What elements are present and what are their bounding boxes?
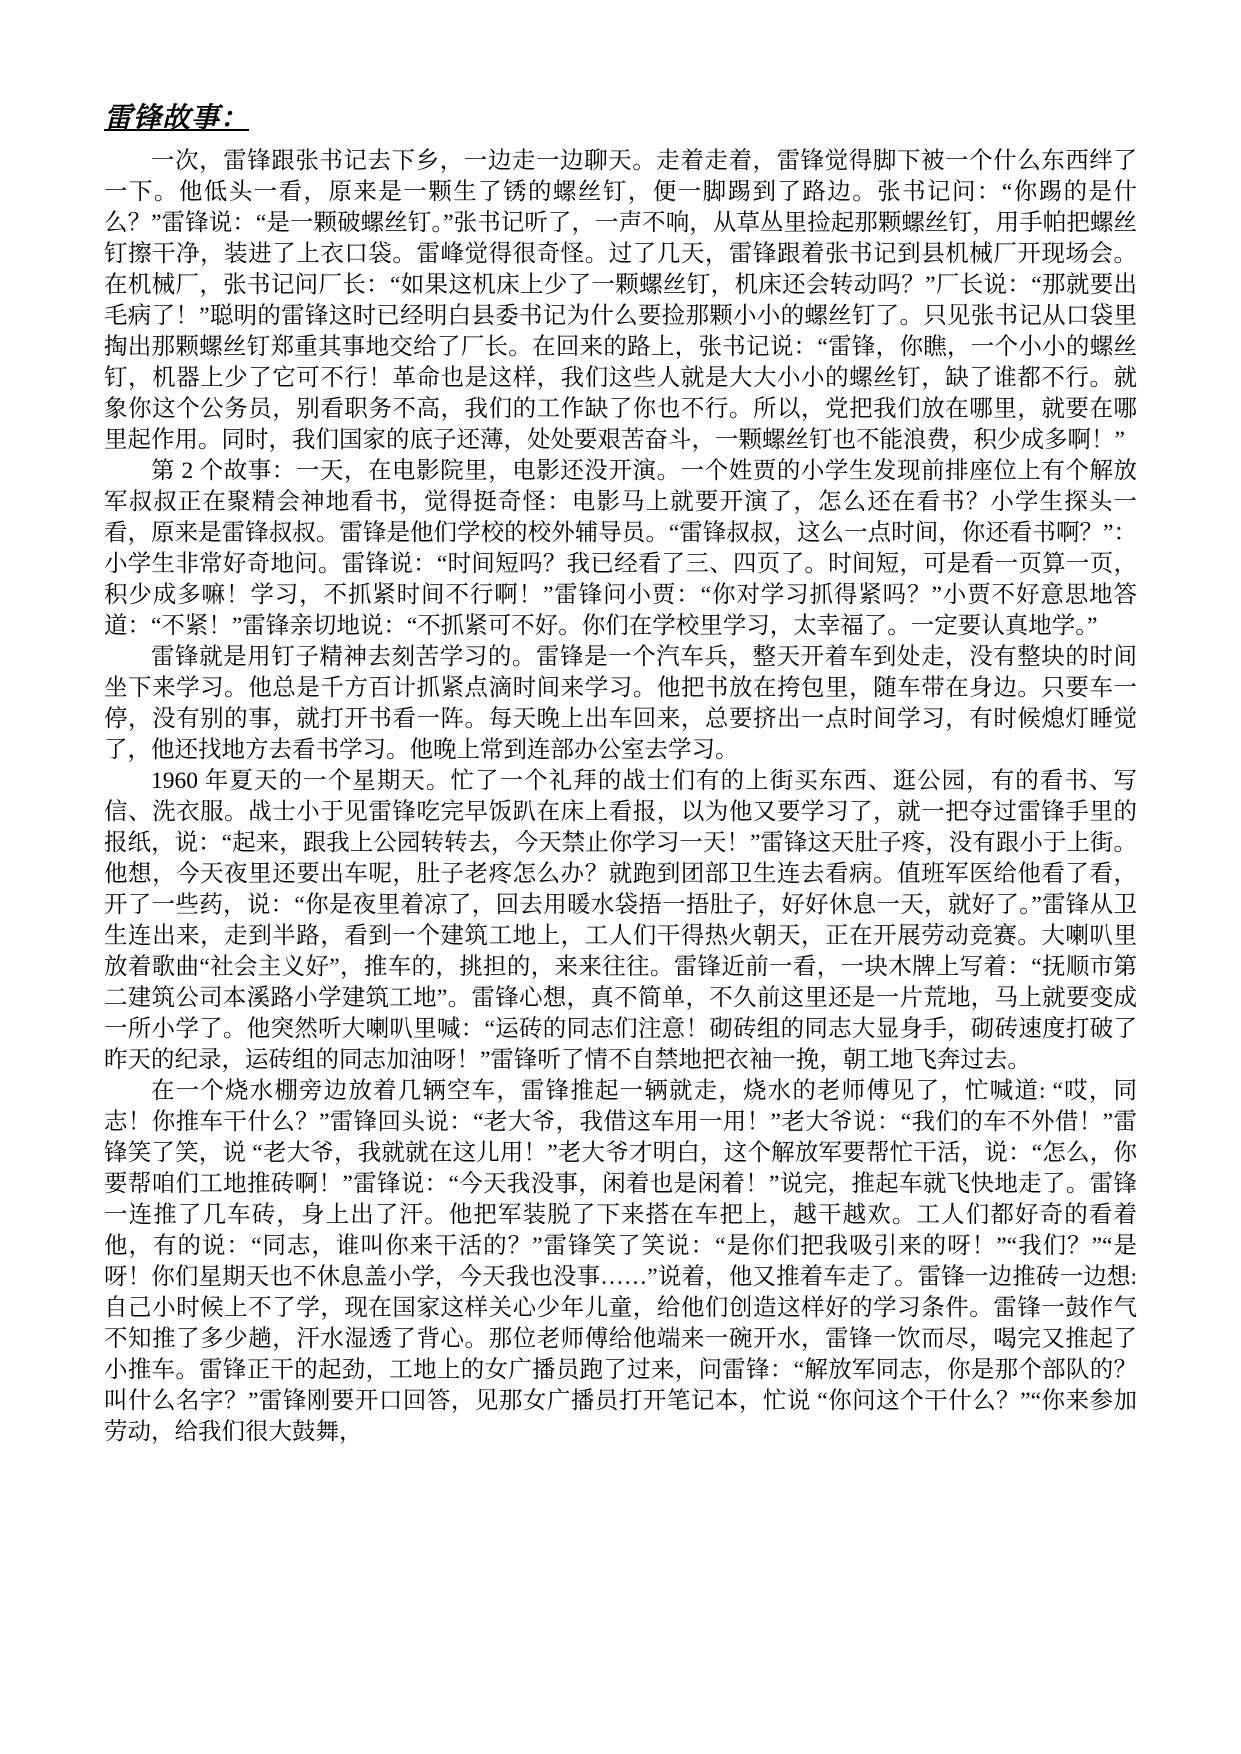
paragraph-screw-story: 一次，雷锋跟张书记去下乡，一边走一边聊天。走着走着，雷锋觉得脚下被一个什么东西绊了一下。他低头一看，原来是一颗生了锈的螺丝钉，便一脚踢到了路边。张书记问：“你踢的是什么？”雷锋说：“是一颗破螺丝钉。”张书记听了，一声不响，从草丛里捡起那颗螺丝钉，用手帕把螺丝钉擦干净，装进了上衣口袋。雷峰觉得很奇怪。过了几天，雷锋跟着张书记到县机械厂开现场会。在机械厂，张书记问厂长：“如果这机床上少了一颗螺丝钉，机床还会转动吗？”厂长说：“那就要出毛病了！”聪明的雷锋这时已经明白县委书记为什么要捡那颗小小的螺丝钉了。只见张书记从口袋里掏出那颗螺丝钉郑重其事地交给了厂长。在回来的路上，张书记说：“雷锋，你瞧，一个小小的螺丝钉，机器上少了它可不行！革命也是这样，我们这些人就是大大小小的螺丝钉，缺了谁都不行。就象你这个公务员，别看职务不高，我们的工作缺了你也不行。所以，党把我们放在哪里，就要在哪里起作用。同时，我们国家的底子还薄，处处要艰苦奋斗，一颗螺丝钉也不能浪费，积少成多啊！” xyxy=(104,148,1137,453)
document-title: 雷锋故事： xyxy=(104,103,250,134)
paragraph-cinema-story: 第 2 个故事：一天，在电影院里，电影还没开演。一个姓贾的小学生发现前排座位上有个解放军叔叔正在聚精会神地看书，觉得挺奇怪：电影马上就要开演了，怎么还在看书？小学生探头一看，原来是雷锋叔叔。雷锋是他们学校的校外辅导员。“雷锋叔叔，这么一点时间，你还看书啊？”：小学生非常好奇地问。雷锋说：“时间短吗？我已经看了三、四页了。时间短，可是看一页算一页，积少成多嘛！学习，不抓紧时间不行啊！”雷锋问小贾：“你对学习抓得紧吗？”小贾不好意思地答道：“不紧！”雷锋亲切地说：“不抓紧可不好。你们在学校里学习，太幸福了。一定要认真地学。” xyxy=(104,458,1137,639)
paragraph-construction-site: 在一个烧水棚旁边放着几辆空车，雷锋推起一辆就走，烧水的老师傅见了，忙喊道: “哎，同志！你推车干什么？”雷锋回头说：“老大爷，我借这车用一用！”老大爷说：“我们的车不外借！”雷锋笑了笑，说 “老大爷，我就就在这儿用！”老大爷才明白，这个解放军要帮忙干活，说：“怎么，你要帮咱们工地推砖啊！”雷锋说：“今天我没事，闲着也是闲着！”说完，推起车就飞快地走了。雷锋一连推了几车砖，身上出了汗。他把军装脱了下来搭在车把上，越干越欢。工人们都好奇的看着他，有的说：“同志，谁叫你来干活的？”雷锋笑了笑说：“是你们把我吸引来的呀！”“我们？”“是呀！你们星期天也不休息盖小学，今天我也没事……”说着，他又推着车走了。雷锋一边推砖一边想: 自己小时候上不了学，现在国家这样关心少年儿童，给他们创造这样好的学习条件。雷锋一鼓作气不知推了多少趟，汗水湿透了背心。那位老师傅给他端来一碗开水，雷锋一饮而尽，喝完又推起了小推车。雷锋正干的起劲，工地上的女广播员跑了过来，问雷锋：“解放军同志，你是那个部队的？叫什么名字？”雷锋刚要开口回答，见那女广播员打开笔记本，忙说 “你问这个干什么？”“你来参加劳动，给我们很大鼓舞， xyxy=(104,1078,1137,1445)
paragraph-sunday-1960: 1960 年夏天的一个星期天。忙了一个礼拜的战士们有的上街买东西、逛公园，有的看书、写信、洗衣服。战士小于见雷锋吃完早饭趴在床上看报，以为他又要学习了，就一把夺过雷锋手里的报纸，说：“起来，跟我上公园转转去，今天禁止你学习一天！”雷锋这天肚子疼，没有跟小于上街。他想，今天夜里还要出车呢，肚子老疼怎么办？就跑到团部卫生连去看病。值班军医给他看了看，开了一些药，说：“你是夜里着凉了，回去用暖水袋捂一捂肚子，好好休息一天，就好了。”雷锋从卫生连出来，走到半路，看到一个建筑工地上，工人们干得热火朝天，正在开展劳动竞赛。大喇叭里放着歌曲“社会主义好”，推车的，挑担的，来来往往。雷锋近前一看，一块木牌上写着：“抚顺市第二建筑公司本溪路小学建筑工地”。雷锋心想，真不简单，不久前这里还是一片荒地，马上就要变成一所小学了。他突然听大喇叭里喊：“运砖的同志们注意！砌砖组的同志大显身手，砌砖速度打破了昨天的纪录，运砖组的同志加油呀！”雷锋听了情不自禁地把衣袖一挽，朝工地飞奔过去。 xyxy=(104,768,1137,1073)
paragraph-nail-spirit: 雷锋就是用钉子精神去刻苦学习的。雷锋是一个汽车兵，整天开着车到处走，没有整块的时间坐下来学习。他总是千方百计抓紧点滴时间来学习。他把书放在挎包里，随车带在身边。只要车一停，没有别的事，就打开书看一阵。每天晚上出车回来，总要挤出一点时间学习，有时候熄灯睡觉了，他还找地方去看书学习。他晚上常到连部办公室去学习。 xyxy=(104,644,1137,763)
